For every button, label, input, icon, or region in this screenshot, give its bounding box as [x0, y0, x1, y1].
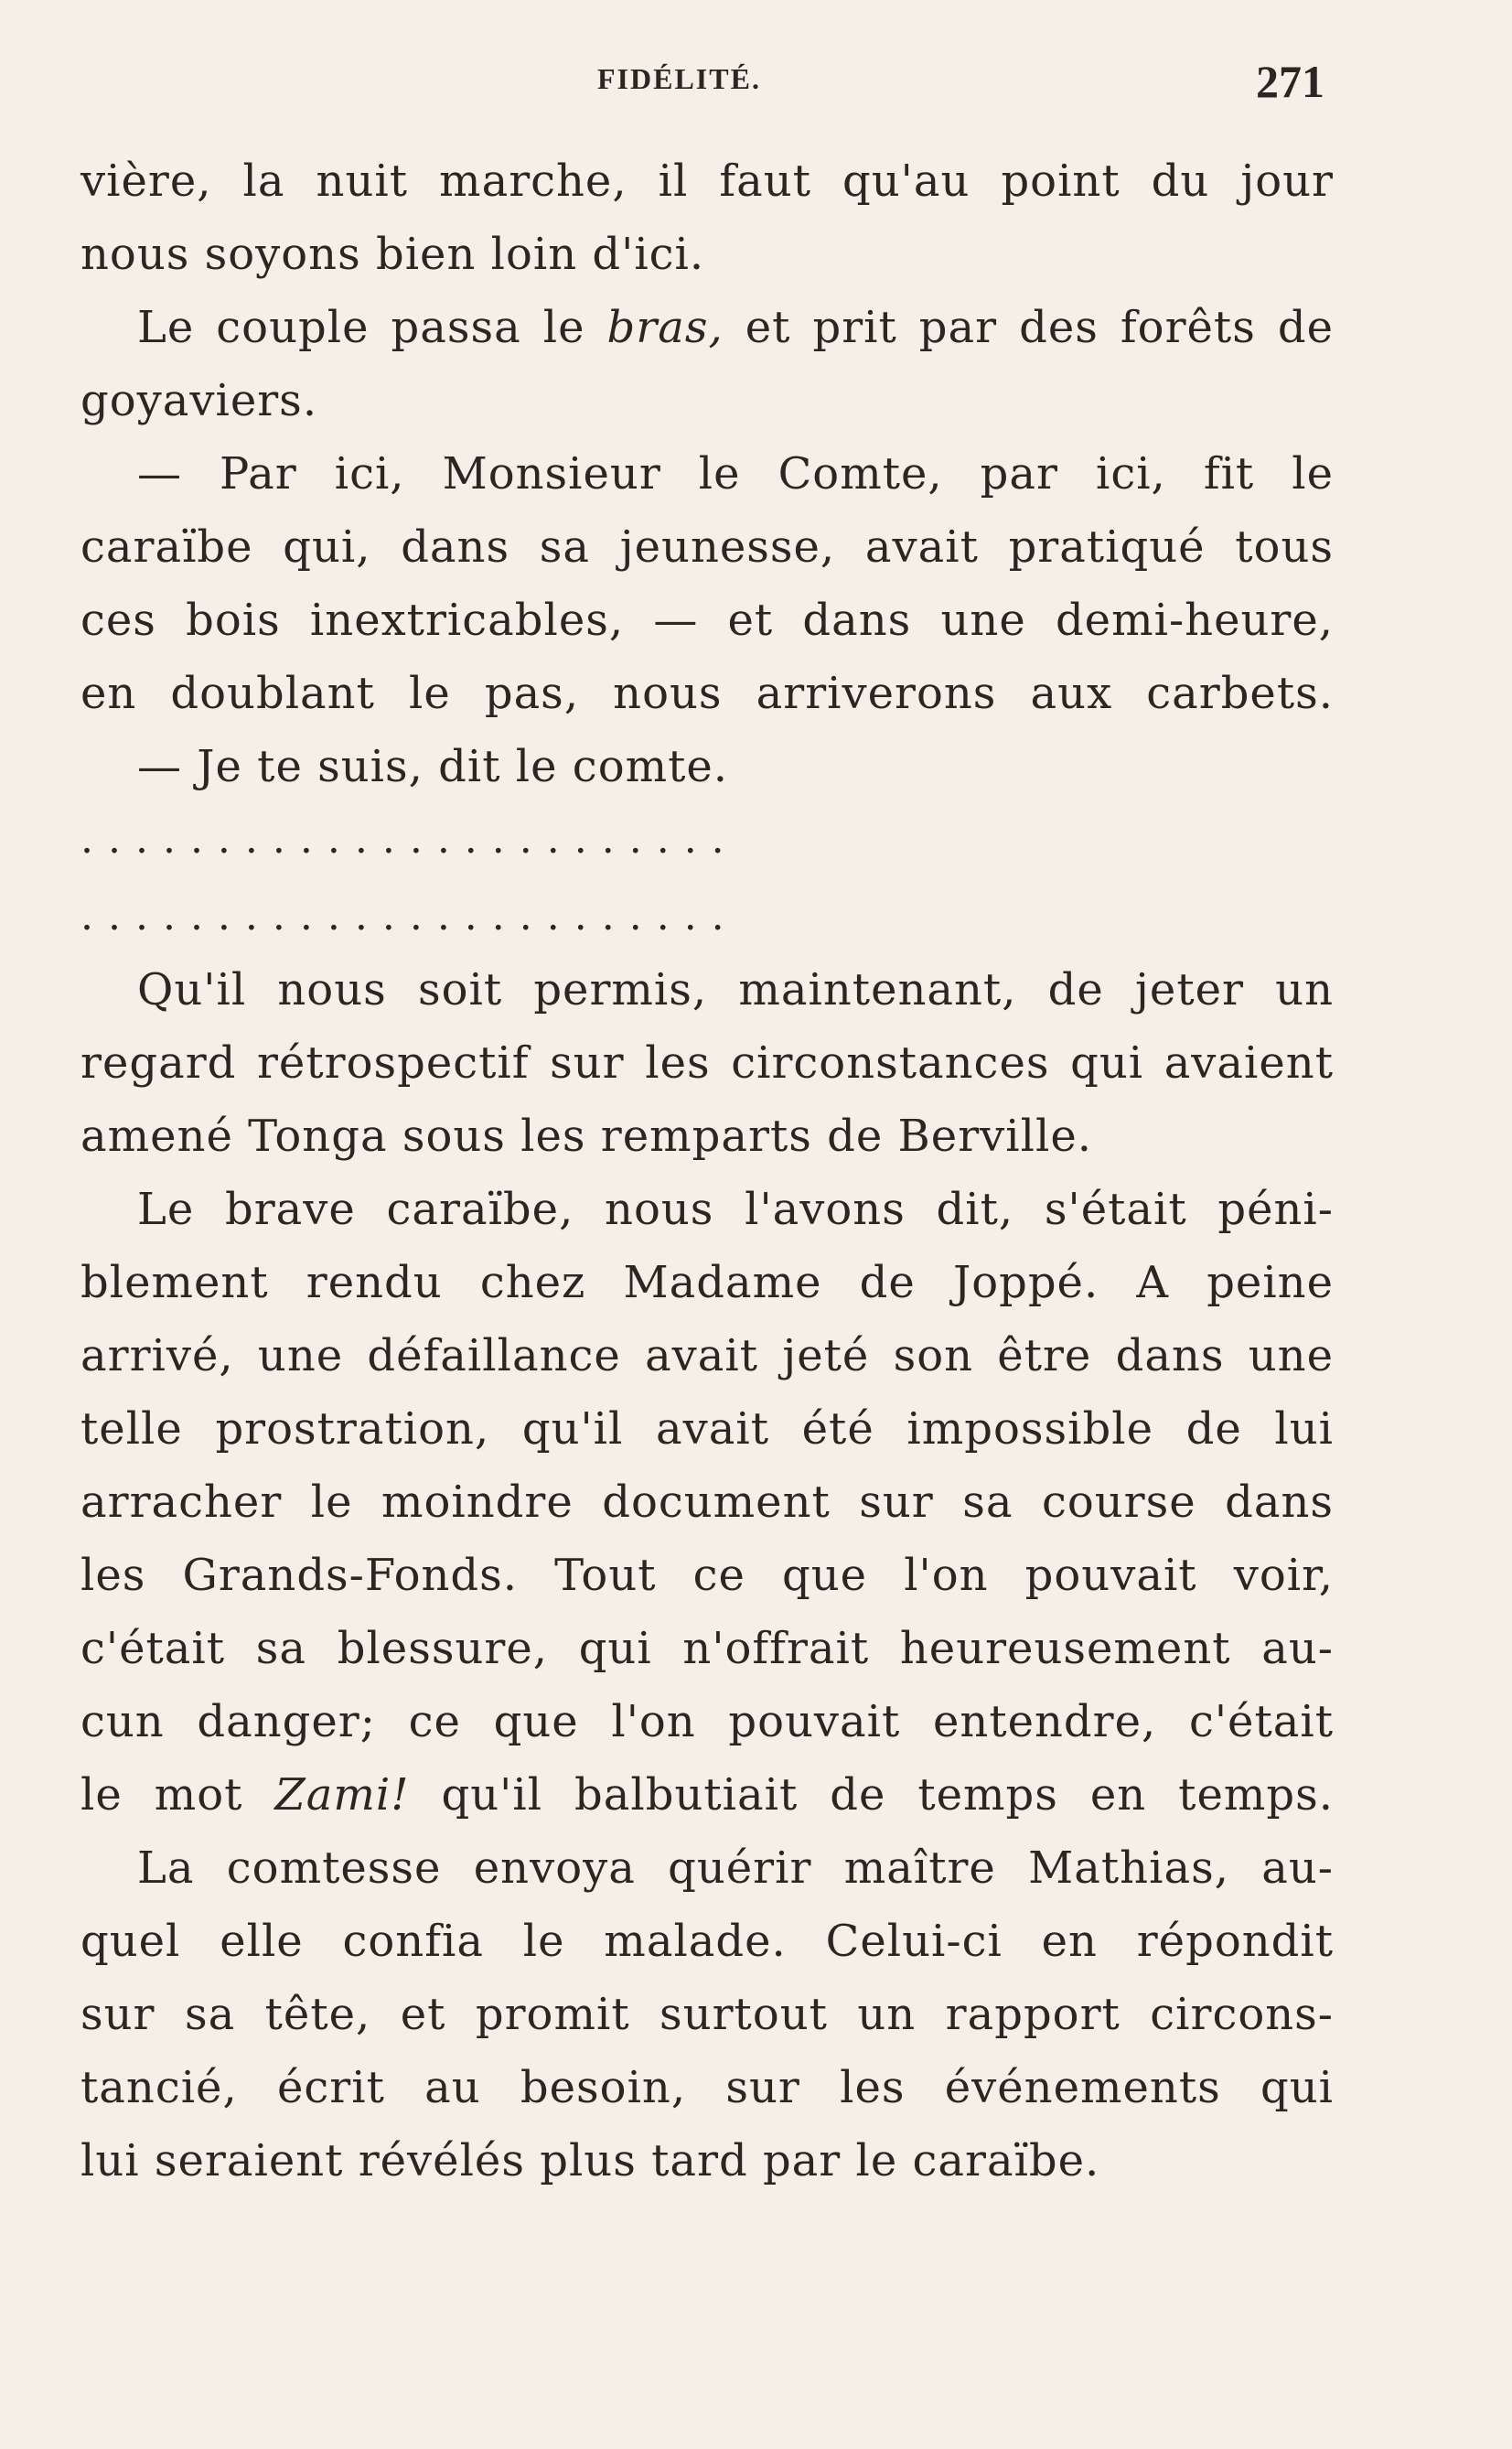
text-line: tancié, écrit au besoin, sur les événements qui	[80, 2062, 1334, 2113]
page-number: 271	[1256, 56, 1324, 107]
text-line: en doublant le pas, nous arriverons aux carbets.	[80, 668, 1334, 719]
text-line	[80, 291, 1334, 364]
text-line: vière, la nuit marche, il faut qu'au point du jour	[80, 156, 1334, 207]
text-line: telle prostration, qu'il avait été impossible de lui	[80, 1403, 1334, 1455]
text-line: amené Tonga sous les remparts de Berville.	[80, 1111, 1092, 1162]
text-line: arrivé, une défaillance avait jeté son être dans une	[80, 1330, 1334, 1381]
text-line: nous soyons bien loin d'ici.	[80, 229, 705, 280]
text-line: La comtesse envoya quérir maître Mathias, au-	[137, 1842, 1334, 1894]
text-line: goyaviers.	[80, 375, 318, 426]
text-span: le mot	[80, 1769, 275, 1821]
running-head	[80, 55, 1324, 110]
text-line: caraïbe qui, dans sa jeunesse, avait pratiqué tous	[80, 521, 1334, 573]
text-line: sur sa tête, et promit surtout un rapport circons-	[80, 1989, 1334, 2040]
text-line: les Grands-Fonds. Tout ce que l'on pouvait voir,	[80, 1550, 1334, 1601]
text-line: quel elle confia le malade. Celui-ci en répondit	[80, 1916, 1334, 1967]
running-title: FIDÉLITÉ.	[597, 62, 761, 95]
text-line: ces bois inextricables, — et dans une demi-heure,	[80, 595, 1334, 646]
text-line: regard rétrospectif sur les circonstances qui avaient	[80, 1037, 1334, 1089]
text-line	[80, 1758, 1334, 1831]
italic-word: Zami!	[274, 1769, 410, 1821]
text-line: lui seraient révélés plus tard par le caraïbe.	[80, 2135, 1100, 2186]
text-line: blement rendu chez Madame de Joppé. A peine	[80, 1257, 1334, 1308]
text-line: c'était sa blessure, qui n'offrait heureusement au-	[80, 1623, 1334, 1674]
dotted-separator: ........................	[80, 893, 739, 940]
text-line: — Je te suis, dit le comte.	[137, 741, 729, 792]
text-span: qu'il balbutiait de temps en temps.	[409, 1769, 1334, 1821]
text-line: — Par ici, Monsieur le Comte, par ici, fit le	[137, 448, 1334, 499]
text-line: cun danger; ce que l'on pouvait entendre, c'était	[80, 1696, 1334, 1747]
body-text	[80, 145, 1334, 2197]
text-line: Qu'il nous soit permis, maintenant, de jeter un	[137, 964, 1334, 1015]
text-span: Le couple passa le	[137, 302, 607, 353]
text-line: Le brave caraïbe, nous l'avons dit, s'était péni-	[137, 1184, 1334, 1235]
dotted-separator: ........................	[80, 816, 739, 863]
text-line: arracher le moindre document sur sa course dans	[80, 1477, 1334, 1528]
italic-word: bras,	[606, 302, 724, 353]
text-span: et prit par des forêts de	[723, 302, 1334, 353]
